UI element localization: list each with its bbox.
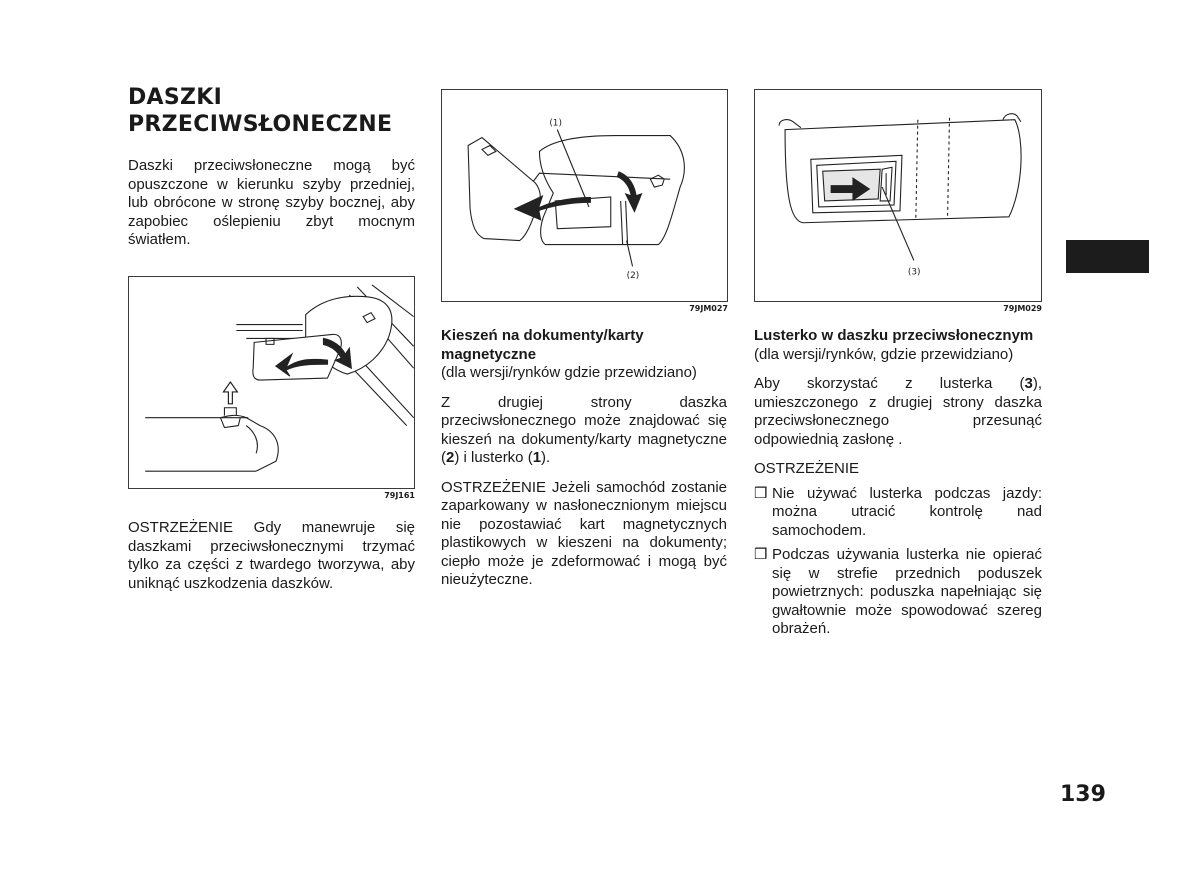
section-title-line2: PRZECIWSŁONECZNE: [128, 112, 393, 137]
pocket-text-part: ) i lusterko (: [454, 449, 533, 466]
figure-code-79JM029: 79JM029: [1003, 304, 1042, 313]
pocket-text-part: Z drugiej strony daszka przeciwsłonecznego może znajdować się kieszeń na dokumenty/karty magnetyczne (: [441, 393, 727, 466]
mirror-warning-bullet-2: [754, 546, 1042, 639]
pocket-paragraph: [441, 394, 727, 468]
pocket-warning-paragraph: OSTRZEŻENIE Jeżeli samochód zostanie zaparkowany w nasłonecznionym miejscu nie pozostawiać kart magnetycznych plastikowych w kieszeni na dokumenty; ciepło może je zdeformować i mogą być nieużyteczne.: [441, 478, 727, 588]
visor-operation-illustration: [129, 277, 414, 488]
document-pocket-illustration: [442, 90, 727, 301]
mirror-section: [754, 327, 1042, 639]
mirror-text-part: Aby skorzystać z lusterka (: [754, 375, 1025, 392]
pocket-ref-1: 1: [532, 449, 542, 466]
section-title: [128, 84, 418, 138]
label-3: (3): [907, 267, 921, 278]
mirror-ref-3: 3: [1024, 375, 1033, 392]
label-2: (2): [626, 271, 640, 282]
bullet-text: Podczas używania lusterka nie opierać się w strefie przednich poduszek powietrznych: poduszka napełniając się gwałtownie może spowodować szereg obrażeń.: [772, 546, 1042, 637]
bullet-text: Nie używać lusterka podczas jazdy: można utracić kontrolę nad samochodem.: [772, 484, 1042, 539]
figure-code-79J161: 79J161: [384, 491, 415, 500]
checkbox-bullet-icon: ❒: [754, 484, 768, 502]
pocket-section: [441, 327, 727, 590]
pocket-ref-2: 2: [446, 449, 455, 466]
chapter-thumb-tab: [1066, 240, 1149, 273]
pocket-text-part: ).: [541, 449, 551, 466]
mirror-paragraph: [754, 375, 1042, 449]
mirror-subheading: (dla wersji/rynków, gdzie przewidziano): [754, 345, 1014, 363]
mirror-warning-title: OSTRZEŻENIE: [754, 460, 860, 477]
pocket-subheading: (dla wersji/rynków gdzie przewidziano): [441, 364, 697, 381]
mirror-warning-bullet-1: [754, 485, 1042, 541]
page-number: 139: [1060, 782, 1106, 807]
figure-document-pocket: [441, 89, 728, 302]
vanity-mirror-illustration: [755, 90, 1041, 301]
warning-handling-paragraph: OSTRZEŻENIE Gdy manewruje się daszkami przeciwsłonecznymi trzymać tylko za części z twardego tworzywa, aby uniknąć uszkodzenia daszków.: [128, 519, 415, 592]
figure-code-79JM027: 79JM027: [689, 304, 728, 313]
section-title-line1: DASZKI: [128, 85, 223, 110]
label-1: (1): [549, 118, 562, 129]
checkbox-bullet-icon: ❒: [754, 546, 768, 563]
mirror-heading: Lusterko w daszku przeciwsłonecznym: [754, 327, 1034, 344]
figure-vanity-mirror: [754, 89, 1042, 302]
intro-paragraph: Daszki przeciwsłoneczne mogą być opuszczone w kierunku szyby przedniej, lub obrócone w stronę szyby bocznej, aby zapobiec oślepieniu zbyt mocnym światłem.: [128, 157, 415, 248]
mirror-text-part: ), umieszczonego z drugiej strony daszka przeciwsłonecznego przesunąć odpowiednią zasłonę .: [754, 375, 1042, 448]
pocket-heading: Kieszeń na dokumenty/karty magnetyczne: [441, 327, 644, 363]
figure-visor-operation: [128, 276, 415, 489]
